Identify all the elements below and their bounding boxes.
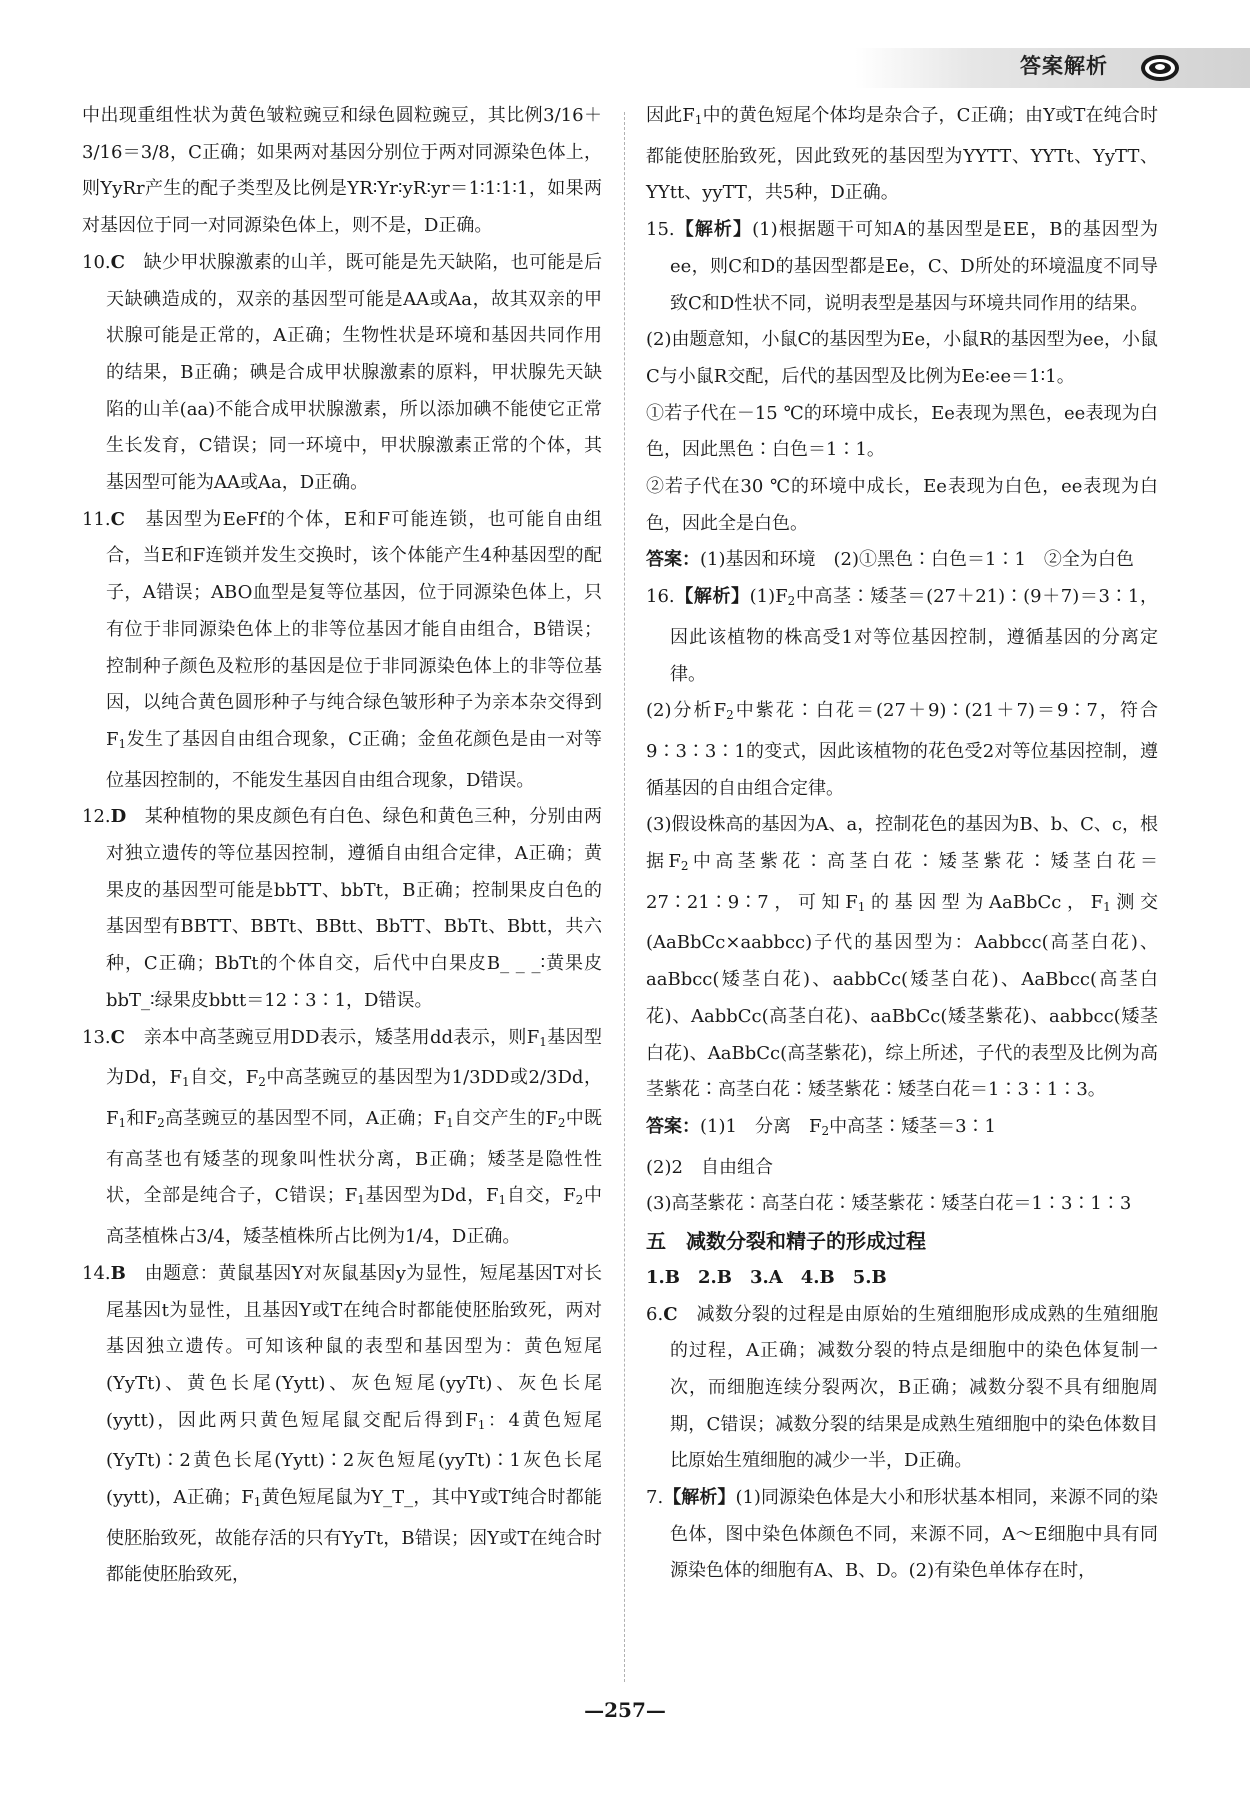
answer-item-10: 10.C 缺少甲状腺激素的山羊，既可能是先天缺陷，也可能是后天缺碘造成的，双亲的基因型可能是AA或Aa，故其双亲的甲状腺可能是正常的，A正确；生物性状是环境和基因共同作用的结果，B正确；碘是合成甲状腺激素的原料，甲状腺先天缺陷的山羊(aa)不能合成甲状腺激素，所以添加碘不能使它正常生长发育，C错误；同一环境中，甲状腺激素正常的个体，其基因型可能为AA或Aa，D正确。: [82, 251, 603, 494]
continued-paragraph: 中出现重组性状为黄色皱粒豌豆和绿色圆粒豌豆，其比例3/16＋3/16＝3/8，C正确；如果两对基因分别位于两对同源染色体上，则YyRr产生的配子类型及比例是YR∶Yr∶yR∶yr＝1∶1∶1∶1，如果两对基因位于同一对同源染色体上，则不是，D正确。: [82, 105, 602, 237]
answer-16-final-1: 答案：(1)1 分离 $F_2$中高茎∶矮茎＝3∶1: [646, 1115, 996, 1138]
column-divider: [624, 112, 625, 1682]
header-title: 答案解析: [1020, 54, 1108, 78]
answer-item-7: 7.【解析】(1)同源染色体是大小和形状基本相同，来源不同的染色体，图中染色体颜色不同，来源不同，A～E细胞中具有同源染色体的细胞有A、B、D。(2)有染色单体存在时，: [646, 1487, 1159, 1582]
answer-16-part2: (2)分析$F_2$中紫花∶白花＝(27＋9)∶(21＋7)＝9∶7，符合9∶3∶3∶1的变式，因此该植物的花色受2对等位基因控制，遵循基因的自由组合定律。: [646, 700, 1158, 799]
multiple-choice-answers: 1.B 2.B 3.A 4.B 5.B: [646, 1266, 887, 1288]
left-column: [82, 98, 602, 1594]
answer-15-part2: (2)由题意知，小鼠C的基因型为Ee，小鼠R的基因型为ee，小鼠C与小鼠R交配，后代的基因型及比例为Ee∶ee＝1∶1。: [646, 329, 1158, 387]
answer-15-final: 答案：(1)基因和环境 (2)①黑色∶白色＝1∶1 ②全为白色: [646, 549, 1134, 571]
answer-item-12: 12.D 某种植物的果皮颜色有白色、绿色和黄色三种，分别由两对独立遗传的等位基因控制，遵循自由组合定律，A正确；黄果皮的基因型可能是bbTT、bbTt，B正确；控制果皮白色的基因型有BBTT、BBTt、BBtt、BbTT、BbTt、Bbtt，共六种，C正确；BbTt的个体自交，后代中白果皮B_ _ _∶黄果皮bbT_∶绿果皮bbtt＝12∶3∶1，D错误。: [82, 806, 603, 1011]
answer-item-11: 11.C 基因型为EeFf的个体，E和F可能连锁，也可能自由组合，当E和F连锁并发生交换时，该个体能产生4种基因型的配子，A错误；ABO血型是复等位基因，位于同源染色体上，只有位于非同源染色体上的非等位基因才能自由组合，B错误；控制种子颜色及粒形的基因是位于非同源染色体上的非等位基因，以纯合黄色圆形种子与纯合绿色皱形种子为亲本杂交得到$F_1$发生了基因自由组合现象，C正确；金鱼花颜色是由一对等位基因控制的，不能发生基因自由组合现象，D错误。: [82, 508, 603, 791]
answer-16-part3: (3)假设株高的基因为A、a，控制花色的基因为B、b、C、c，根据$F_2$中高茎紫花∶高茎白花∶矮茎紫花∶矮茎白花＝27∶21∶9∶7，可知$F_1$的基因型为AaBbCc，$F_1$测交(AaBbCc×aabbcc)子代的基因型为：Aabbcc(高茎白花)、aaBbcc(矮茎白花)、aabbCc(矮茎白花)、AaBbcc(高茎白花)、AabbCc(高茎白花)、aaBbCc(矮茎紫花)、aabbcc(矮茎白花)、AaBbCc(高茎紫花)，综上所述，子代的表型及比例为高茎紫花∶高茎白花∶矮茎紫花∶矮茎白花＝1∶3∶1∶3。: [646, 814, 1159, 1101]
answer-15-part3: ①若子代在－15 ℃的环境中成长，Ee表现为黑色，ee表现为白色，因此黑色∶白色＝1∶1。: [646, 402, 1158, 461]
answer-16-final-2: (2)2 自由组合: [646, 1156, 773, 1178]
answer-15-part4: ②若子代在30 ℃的环境中成长，Ee表现为白色，ee表现为白色，因此全是白色。: [646, 476, 1158, 534]
eye-logo-icon: [1138, 52, 1182, 84]
page-number: —257—: [584, 1698, 666, 1722]
answer-item-16: 16.【解析】$(1)F_2$中高茎∶矮茎＝(27＋21)∶(9＋7)＝3∶1，因此该植物的株高受1对等位基因控制，遵循基因的分离定律。: [646, 586, 1158, 685]
section-title: 五 减数分裂和精子的形成过程: [646, 1229, 926, 1254]
answer-item-6: 6.C 减数分裂的过程是由原始的生殖细胞形成成熟的生殖细胞的过程，A正确；减数分裂的特点是细胞中的染色体复制一次，而细胞连续分裂两次，B正确；减数分裂不具有细胞周期，C错误；减数分裂的结果是成熟生殖细胞中的染色体数目比原始生殖细胞的减少一半，D正确。: [646, 1303, 1159, 1472]
answer-item-14: 14.B 由题意：黄鼠基因Y对灰鼠基因y为显性，短尾基因T对长尾基因t为显性，且基因Y或T在纯合时都能使胚胎致死，两对基因独立遗传。可知该种鼠的表型和基因型为：黄色短尾(YyTt)、黄色长尾(Yytt)、灰色短尾(yyTt)、灰色长尾(yytt)，因此两只黄色短尾鼠交配后得到$F_1$：4黄色短尾(YyTt)∶2黄色长尾(Yytt)∶2灰色短尾(yyTt)∶1灰色长尾(yytt)，A正确；$F_1$黄色短尾鼠为Y_T_，其中Y或T纯合时都能使胚胎致死，故能存活的只有YyTt，B错误；因Y或T在纯合时都能使胚胎致死，: [82, 1262, 602, 1586]
answer-16-final-3: (3)高茎紫花∶高茎白花∶矮茎紫花∶矮茎白花＝1∶3∶1∶3: [646, 1193, 1132, 1215]
continued-paragraph-right: 因此$F_1$中的黄色短尾个体均是杂合子，C正确；由Y或T在纯合时都能使胚胎致死，因此致死的基因型为YYTT、YYTt、YyTT、YYtt、yyTT，共5种，D正确。: [646, 105, 1158, 204]
answer-item-13: 13.C 亲本中高茎豌豆用DD表示，矮茎用dd表示，则$F_1$基因型为Dd，$F_1$自交，$F_2$中高茎豌豆的基因型为1/3DD或2/3Dd，$F_1$和$F_2$高茎豌豆的基因型不同，A正确；$F_1$自交产生的$F_2$中既有高茎也有矮茎的现象叫性状分离，B正确；矮茎是隐性性状，全部是纯合子，C错误；$F_1$基因型为Dd，$F_1$自交，$F_2$中高茎植株占3/4，矮茎植株所占比例为1/4，D正确。: [82, 1026, 602, 1248]
answer-item-15: 15.【解析】(1)根据题干可知A的基因型是EE，B的基因型为ee，则C和D的基因型都是Ee，C、D所处的环境温度不同导致C和D性状不同，说明表型是基因与环境共同作用的结果。: [646, 219, 1158, 314]
right-column: [646, 98, 1158, 1590]
